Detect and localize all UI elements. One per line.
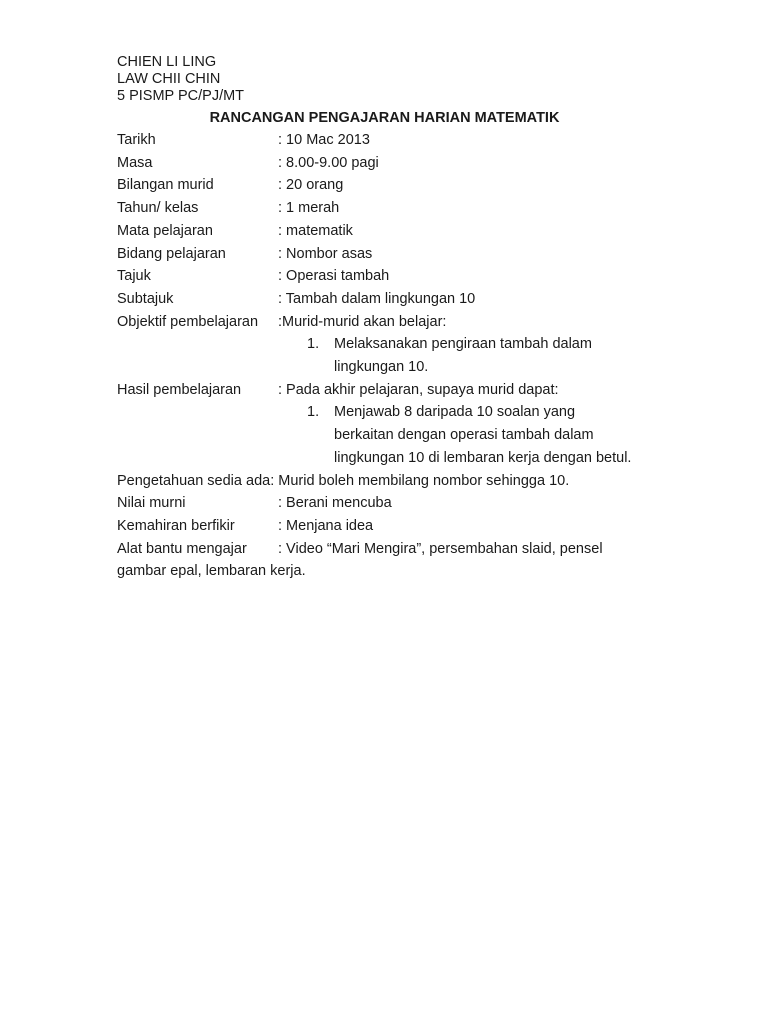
field-row-masa — [117, 152, 677, 175]
hasil-list-item — [307, 401, 677, 469]
field-row-alat-bantu — [117, 538, 677, 561]
field-value: : Tambah dalam lingkungan 10 — [278, 290, 476, 307]
field-row-bilangan-murid — [117, 174, 677, 197]
field-row-objektif — [117, 311, 677, 334]
field-label: Hasil pembelajaran — [117, 381, 242, 398]
field-label: Tarikh — [117, 132, 156, 148]
field-label: Alat bantu mengajar — [117, 540, 247, 557]
field-value: : Operasi tambah — [278, 268, 390, 285]
field-label: Tajuk — [117, 268, 151, 285]
list-item-line: Melaksanakan pengiraan tambah dalam — [334, 336, 592, 353]
field-value: : Nombor asas — [278, 245, 373, 262]
document-page — [117, 54, 677, 583]
hasil-section — [117, 379, 677, 470]
document-title: RANCANGAN PENGAJARAN HARIAN MATEMATIK — [209, 110, 560, 126]
field-label: Objektif pembelajaran — [117, 313, 259, 330]
field-row-kemahiran-berfikir — [117, 515, 677, 538]
list-number: 1. — [307, 404, 320, 421]
field-row-tarikh — [117, 129, 677, 152]
field-label: Kemahiran berfikir — [117, 517, 235, 534]
field-value: : 1 merah — [278, 200, 340, 217]
list-item-line: berkaitan dengan operasi tambah dalam — [334, 427, 594, 444]
objektif-list-item — [307, 333, 677, 378]
field-value: : 10 Mac 2013 — [278, 132, 370, 148]
list-item-line: Menjawab 8 daripada 10 soalan yang — [334, 404, 576, 421]
field-row-subtajuk — [117, 288, 677, 311]
pengetahuan-sedia-ada: Pengetahuan sedia ada: Murid boleh membilang nombor sehingga 10. — [117, 472, 570, 489]
field-value: : Pada akhir pelajaran, supaya murid dapat: — [278, 381, 559, 398]
field-label: Subtajuk — [117, 290, 174, 307]
field-label: Bilangan murid — [117, 177, 214, 194]
class-code: 5 PISMP PC/PJ/MT — [117, 88, 245, 104]
field-label: Mata pelajaran — [117, 222, 213, 239]
list-item-line: lingkungan 10 di lembaran kerja dengan betul. — [334, 449, 632, 466]
author-name-2: LAW CHII CHIN — [117, 71, 221, 87]
list-item-line: lingkungan 10. — [334, 359, 429, 376]
field-value: : Berani mencuba — [278, 495, 392, 512]
alat-bantu-continuation: gambar epal, lembaran kerja. — [117, 563, 306, 580]
field-row-mata-pelajaran — [117, 220, 677, 243]
field-value: :Murid-murid akan belajar: — [278, 313, 447, 330]
field-label: Tahun/ kelas — [117, 200, 199, 217]
field-row-nilai-murni — [117, 492, 677, 515]
field-label: Nilai murni — [117, 495, 186, 512]
author-name-1: CHIEN LI LING — [117, 54, 217, 70]
objektif-section — [117, 311, 677, 379]
field-row-tahun-kelas — [117, 197, 677, 220]
fields-list — [117, 129, 677, 311]
field-value: : matematik — [278, 222, 353, 239]
field-value: : 20 orang — [278, 177, 344, 194]
field-row-bidang-pelajaran — [117, 243, 677, 266]
field-value: : 8.00-9.00 pagi — [278, 154, 379, 171]
field-label: Bidang pelajaran — [117, 245, 226, 262]
list-number: 1. — [307, 336, 320, 353]
field-label: Masa — [117, 154, 153, 171]
field-row-hasil — [117, 379, 677, 402]
field-value: : Video “Mari Mengira”, persembahan slaid, pensel — [278, 540, 603, 557]
field-row-tajuk — [117, 265, 677, 288]
field-value: : Menjana idea — [278, 517, 374, 534]
